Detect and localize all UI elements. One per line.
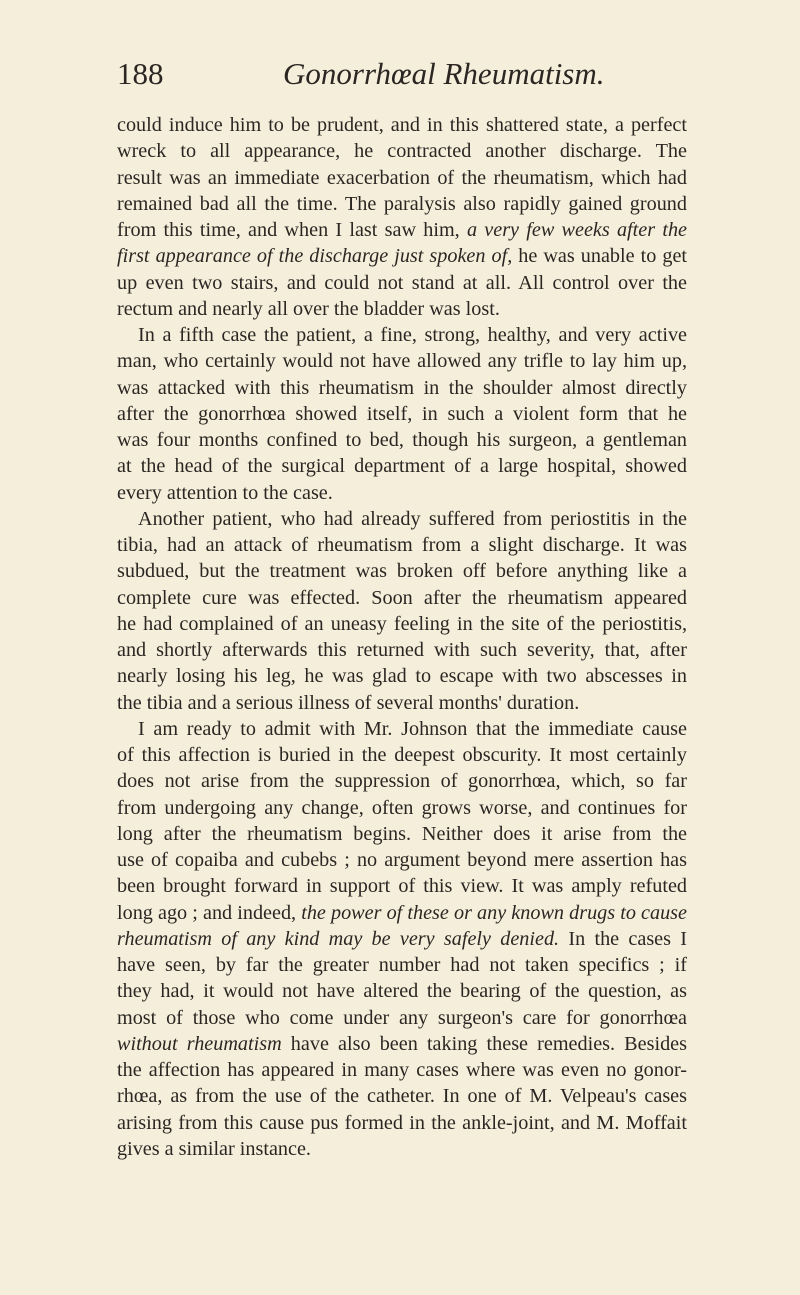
text-segment: most of those who come under any surgeon's care for gonorrhœa <box>117 1006 687 1029</box>
text-segment: have also been taking these remedies. Besides <box>281 1032 687 1055</box>
text-segment: from this time, and when I last saw him, <box>117 219 467 241</box>
text-segment: use of copaiba and cubebs ; no argument beyond mere assertion has <box>117 849 687 871</box>
running-title: Gonorrhœal Rheumatism. <box>283 56 605 91</box>
text-segment: long after the rheumatism begins. Neither does it arise from the <box>117 822 687 845</box>
body-text <box>117 112 687 1162</box>
text-segment: long ago ; and indeed, <box>117 901 302 924</box>
italic-text-segment: first appearance of the discharge just spoken of, <box>117 245 513 268</box>
text-segment: gives a similar instance. <box>117 1137 311 1160</box>
text-line <box>117 453 687 479</box>
text-segment: remained bad all the time. The paralysis also rapidly gained ground <box>117 192 687 215</box>
text-segment: result was an immediate exacerbation of the rheumatism, which had <box>117 166 687 189</box>
text-line <box>117 926 687 952</box>
text-segment: In the cases I <box>559 927 687 950</box>
text-segment: they had, it would not have altered the bearing of the question, as <box>117 980 687 1003</box>
text-segment: was attacked with this rheumatism in the shoulder almost directly <box>117 376 687 399</box>
text-line <box>117 873 687 899</box>
text-line <box>117 847 687 873</box>
text-line <box>117 480 687 506</box>
text-segment: he had complained of an uneasy feeling in the site of the periostitis, <box>117 612 687 635</box>
text-segment: complete cure was effected. Soon after the rheumatism appeared <box>117 586 687 609</box>
text-segment: of this affection is buried in the deepest obscurity. It most certainly <box>117 744 687 766</box>
text-segment: does not arise from the suppression of gonorrhœa, which, so far <box>117 770 687 793</box>
text-line <box>117 112 687 138</box>
text-segment: I am ready to admit with Mr. Johnson that the immediate cause <box>138 717 687 740</box>
text-line <box>117 821 687 847</box>
text-segment: could induce him to be prudent, and in this shattered state, a perfect <box>117 114 687 136</box>
text-line <box>117 165 687 191</box>
text-segment: the tibia and a serious illness of several months' duration. <box>117 691 580 714</box>
text-segment: Another patient, who had already suffered from periostitis in the <box>138 507 687 530</box>
page-number: 188 <box>117 56 164 91</box>
text-segment: from undergoing any change, often grows worse, and continues for <box>117 796 687 819</box>
text-segment: rectum and nearly all over the bladder was lost. <box>117 297 500 320</box>
text-line <box>117 585 687 611</box>
text-line <box>117 1136 687 1162</box>
text-segment: In a fifth case the patient, a fine, strong, healthy, and very active <box>138 324 687 346</box>
italic-text-segment: rheumatism of any kind may be very safely denied. <box>117 927 560 950</box>
text-line <box>117 506 687 532</box>
text-segment: nearly losing his leg, he was glad to escape with two abscesses in <box>117 665 687 688</box>
text-line <box>117 1110 687 1136</box>
text-line <box>117 768 687 794</box>
text-segment: the affection has appeared in many cases where was even no gonor- <box>117 1059 687 1081</box>
text-line <box>117 191 687 217</box>
text-line <box>117 1057 687 1083</box>
text-line <box>117 270 687 296</box>
text-line <box>117 1083 687 1109</box>
text-line <box>117 322 687 348</box>
text-line <box>117 401 687 427</box>
text-segment: subdued, but the treatment was broken off before anything like a <box>117 560 687 583</box>
text-line <box>117 795 687 821</box>
text-line <box>117 532 687 558</box>
text-segment: man, who certainly would not have allowed any trifle to lay him up, <box>117 350 687 373</box>
text-segment: been brought forward in support of this view. It was amply refuted <box>117 875 687 898</box>
italic-text-segment: a very few weeks after the <box>466 219 687 241</box>
text-line <box>117 558 687 584</box>
text-line <box>117 217 687 243</box>
text-segment: and shortly afterwards this returned with such severity, that, after <box>117 639 687 661</box>
italic-text-segment: the power of these or any known drugs to cause <box>301 901 688 924</box>
text-line <box>117 243 687 269</box>
running-head <box>117 54 687 94</box>
text-line <box>117 637 687 663</box>
text-segment: wreck to all appearance, he contracted another discharge. The <box>117 140 687 163</box>
text-line <box>117 742 687 768</box>
text-segment: up even two stairs, and could not stand at all. All control over the <box>117 271 687 294</box>
text-line <box>117 716 687 742</box>
text-line <box>117 138 687 164</box>
text-segment: after the gonorrhœa showed itself, in such a violent form that he <box>117 402 687 425</box>
text-segment: he was unable to get <box>512 245 688 268</box>
text-line <box>117 1031 687 1057</box>
italic-text-segment: without rheumatism <box>117 1032 282 1055</box>
text-line <box>117 296 687 322</box>
text-segment: at the head of the surgical department of a large hospital, showed <box>117 455 687 478</box>
text-segment: arising from this cause pus formed in the ankle-joint, and M. Moffait <box>117 1111 687 1134</box>
text-line <box>117 611 687 637</box>
text-segment: every attention to the case. <box>117 481 333 504</box>
text-line <box>117 663 687 689</box>
text-segment: have seen, by far the greater number had not taken specifics ; if <box>117 954 687 976</box>
text-segment: rhœa, as from the use of the catheter. In one of M. Velpeau's cases <box>117 1085 687 1108</box>
text-line <box>117 900 687 926</box>
text-segment: tibia, had an attack of rheumatism from a slight discharge. It was <box>117 534 687 556</box>
text-line <box>117 348 687 374</box>
text-line <box>117 952 687 978</box>
text-segment: was four months confined to bed, though his surgeon, a gentleman <box>117 429 687 451</box>
text-line <box>117 375 687 401</box>
text-line <box>117 690 687 716</box>
text-line <box>117 427 687 453</box>
text-line <box>117 1005 687 1031</box>
text-line <box>117 978 687 1004</box>
